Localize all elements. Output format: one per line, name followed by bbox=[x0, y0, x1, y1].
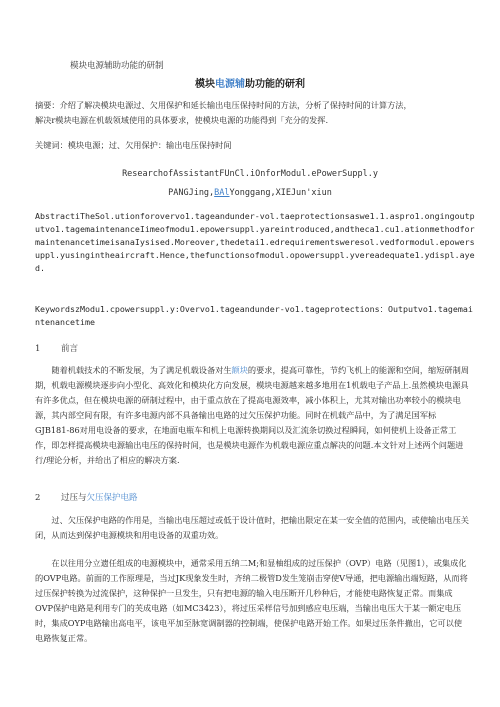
section-2-heading bbox=[35, 491, 138, 503]
section-2-title-link[interactable]: 欠压保护电路 bbox=[86, 493, 138, 503]
section-1-body-link[interactable]: 额块 bbox=[231, 365, 248, 375]
authors-post: Yonggang,XIEJun'xiun bbox=[229, 188, 332, 198]
page-title bbox=[0, 75, 500, 90]
section-1-body-post: 的要求，提高可靠性，节约飞机上的能源和空间，缩短研制周期，机载电源模块逐步向小型化、高效化和模块化方向发展，模块电源越来越多地用在1机载电子产品上.虽然模块电源具有许多优点，但在模块电源的研制过程中，由于重点放在了提高电源效率，减小体积上，尤其对输出功率较小的模块电源，其内部空间有限，有许多电源内部不具备输出电路的过欠压保护功能。同时在机载产品中，为了满足国军标GJB181-86对用电设备的要求，在地面电瓶车和机上电源转换期间以及汇流条切换过程瞬间，如何使机上设备正常工作，即怎样提高模块电源输出电压的保持时间，也是模块电源作为机载电源应重点解决的问题.本文针对上述两个问题进行/理论分析，并给出了相应的解决方案. bbox=[35, 365, 469, 465]
author-link[interactable]: BAl bbox=[214, 188, 230, 198]
section-1-number: 1 bbox=[35, 344, 41, 354]
section-1-body-pre: 随着机载技术的不断发展，为了满足机载设备对生 bbox=[51, 365, 232, 375]
keywords: 关键词：模块电源；过、欠用保护：输出电压保持时间 bbox=[35, 140, 232, 150]
abstract-line-1: 摘要：介绍了解决模块电源过、欠用保护和延长输出电压保持时间的方法，分析了保持时间的计算方法， bbox=[35, 100, 412, 110]
authors-pre: PANGJing, bbox=[168, 188, 215, 198]
section-2-para-2: 在以往用分立遗任组成的电源模块中，通常采用五纳二M;和显柚组成的过压保护（OVP）电路（见图1），或集成化的OVP电路。前面的工作原理是，当过JK现象发生时，齐纳二极管D发生笼崩击穿使V导通，把电源输出端短路，从而将过压保护转换为过流保护，这种保护一旦发生，只有把电源的输入电压断开几秒种后，才能使电路恢复正常。而集成OVP保护电路是利用专门的芙成电路（如MC3423），将过压采样信号加到感应电压端，当输出电压大于某一额定电压时，集成OYP电路输出高电平，该电平加至脉宽调制器的控制端，使保护电路开始工作。如果过压条件撤出，它可以使电路恢复正常。 bbox=[35, 558, 468, 643]
title-post: 助功能的研利 bbox=[245, 79, 305, 90]
section-1-title: 前言 bbox=[61, 344, 79, 354]
section-2-number: 2 bbox=[35, 493, 41, 503]
running-header: 模块电源辅助功能的研制 bbox=[70, 61, 164, 71]
section-2-title-pre: 过压与 bbox=[61, 493, 87, 503]
section-1-body bbox=[35, 363, 470, 468]
english-title: ResearchofAssistantFUnCl.iOnforModul.ePowerSuppl.y bbox=[122, 169, 378, 179]
section-2-para-1: 过、欠压保护电路的作用是，当输出电压超过或低于设计值时，把输出限定在某一安全值的范围内，或使输出电压关闭，从而达到保护电源模块和用电设备的双重功效。 bbox=[35, 515, 469, 540]
english-keywords: KeywordszModu1.cpowersuppl.y:Overvo1.tageandunder-vo1.tageprotections：Outputvo1.tagemaintenancetime bbox=[35, 304, 473, 327]
section-1-heading bbox=[35, 342, 78, 354]
title-highlight[interactable]: 电源辅 bbox=[215, 79, 245, 90]
english-abstract: AbstractiTheSol.utionforovervo1.tageandunder-vol.taeprotectionsaswe1.1.aspro1.ongingoutputvo1.tagemaintenanceIimeofmodu1.epowersuppl.yareintroduced,andtheca1.cu1.ationmethodformaintenancetimeisanaIysised.Moreover,thedetai1.edrequirementsweresol.vedformodul.epowersuppl.yusingintheaircraft.Hence,thefunctionsofmodul.opowersuppl.yverea​dequate1.ydispl.ayed. bbox=[35, 211, 475, 273]
abstract bbox=[35, 98, 470, 128]
authors bbox=[0, 188, 500, 198]
title-pre: 模块 bbox=[195, 79, 215, 90]
abstract-line-2: 解决r模块电源在机载领域使用的具体要求，使模块电源的功能得到「充分的发挥. bbox=[35, 115, 329, 125]
